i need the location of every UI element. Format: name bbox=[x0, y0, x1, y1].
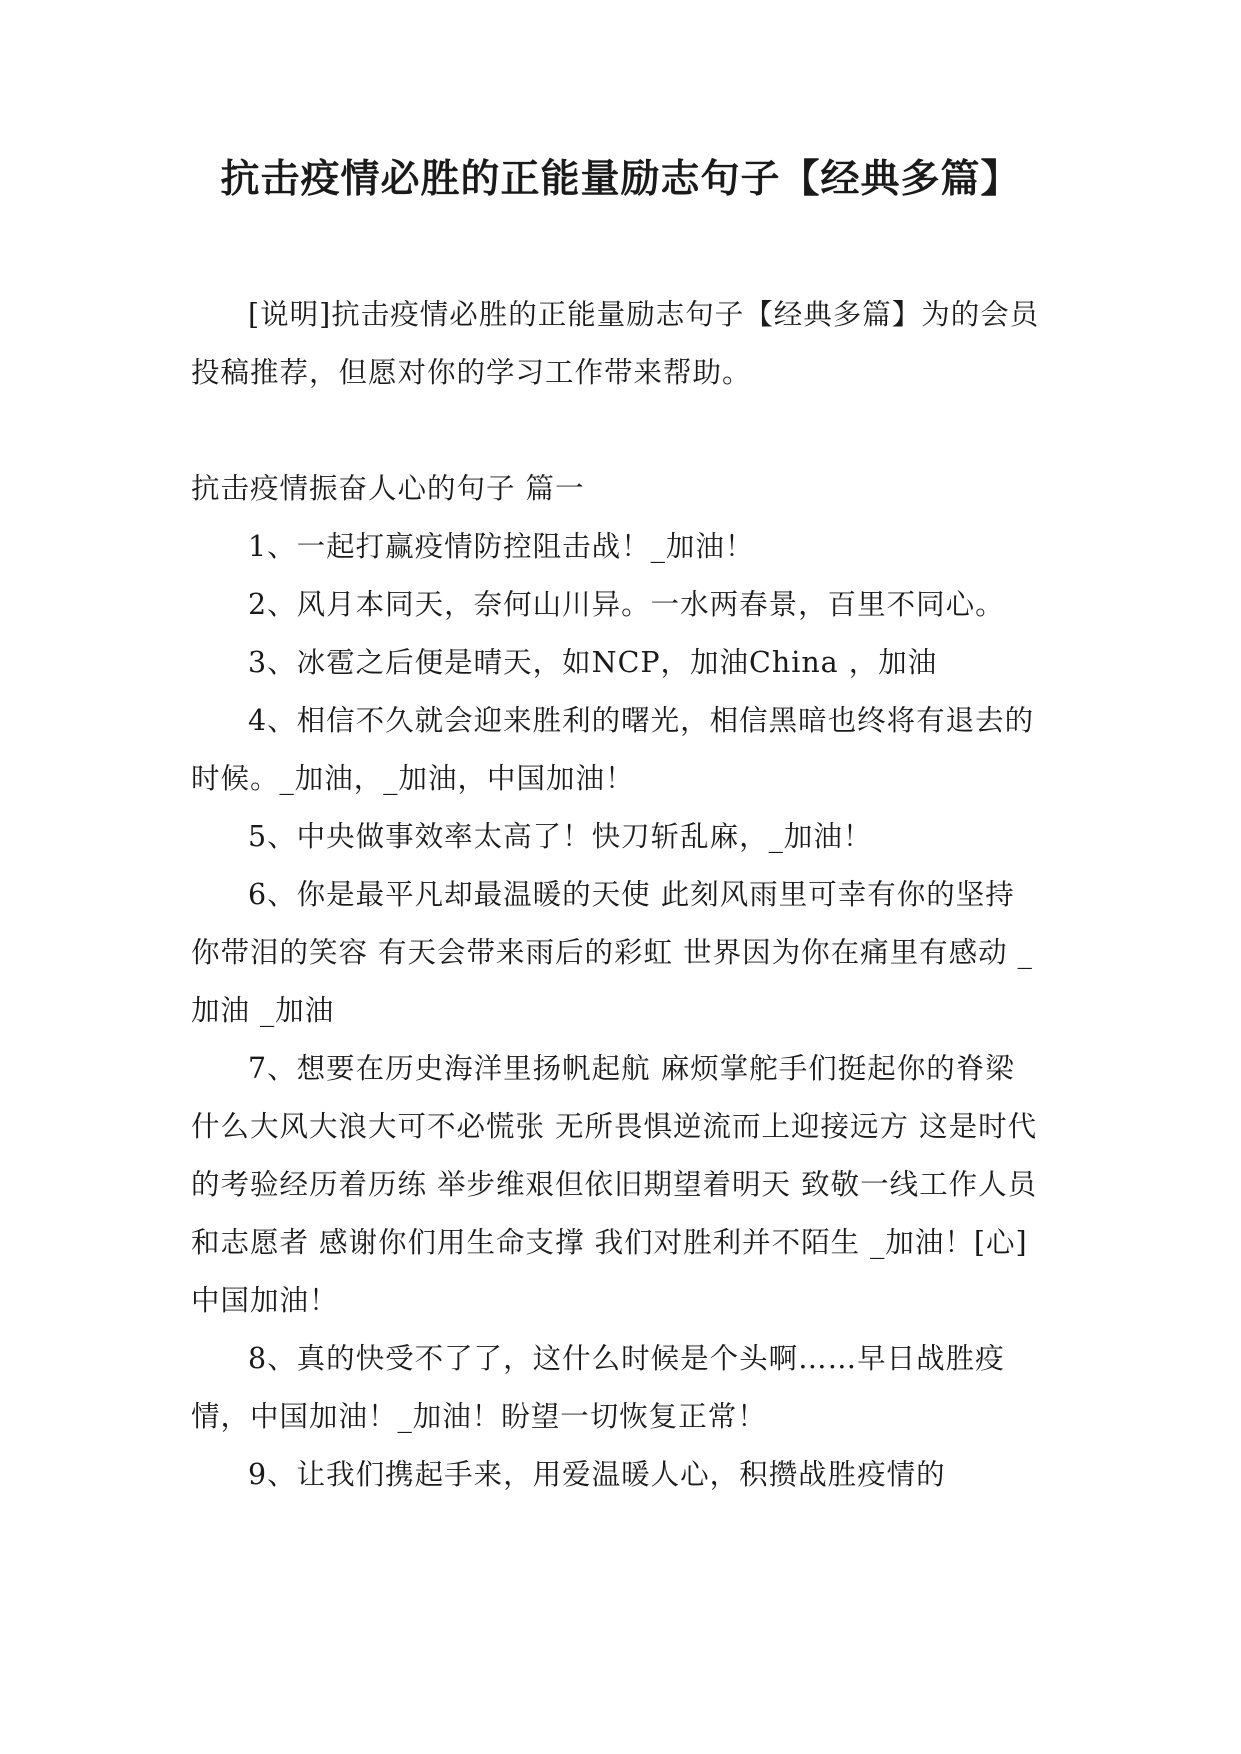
intro-paragraph: [说明]抗击疫情必胜的正能量励志句子【经典多篇】为的会员投稿推荐，但愿对你的学习工作带来帮助。 bbox=[191, 298, 1040, 389]
list-item: 9、让我们携起手来，用爱温暖人心，积攒战胜疫情的 bbox=[248, 1458, 946, 1491]
list-item: 4、相信不久就会迎来胜利的曙光，相信黑暗也终将有退去的时候。_加油，_加油，中国加油！ bbox=[191, 704, 1035, 795]
list-item: 8、真的快受不了了，这什么时候是个头啊……早日战胜疫情，中国加油！_加油！盼望一切恢复正常！ bbox=[191, 1342, 1005, 1433]
list-item: 7、想要在历史海洋里扬帆起航 麻烦掌舵手们挺起你的脊梁 什么大风大浪大可不必慌张 无所畏惧逆流而上迎接远方 这是时代的考验经历着历练 举步维艰但依旧期望着明天 致敬一线工作人员和志愿者 感谢你们用生命支撑 我们对胜利并不陌生 _加油！[心]中国加油！ bbox=[191, 1052, 1038, 1317]
list-item: 6、你是最平凡却最温暖的天使 此刻风雨里可幸有你的坚持 你带泪的笑容 有天会带来雨后的彩虹 世界因为你在痛里有感动 _加油 _加油 bbox=[191, 878, 1033, 1027]
section-heading: 抗击疫情振奋人心的句子 篇一 bbox=[191, 472, 585, 505]
list-item: 1、一起打赢疫情防控阻击战！_加油！ bbox=[248, 530, 755, 563]
list-item: 2、风月本同天，奈何山川异。一水两春景，百里不同心。 bbox=[248, 588, 1005, 621]
list-item: 3、冰雹之后便是晴天，如NCP，加油China ，加油 bbox=[248, 646, 938, 679]
document-body bbox=[191, 286, 1051, 1504]
list-item: 5、中央做事效率太高了！快刀斩乱麻，_加油！ bbox=[248, 820, 873, 853]
document-title: 抗击疫情必胜的正能量励志句子【经典多篇】 bbox=[220, 157, 1021, 202]
paragraph-spacer bbox=[191, 402, 1051, 460]
